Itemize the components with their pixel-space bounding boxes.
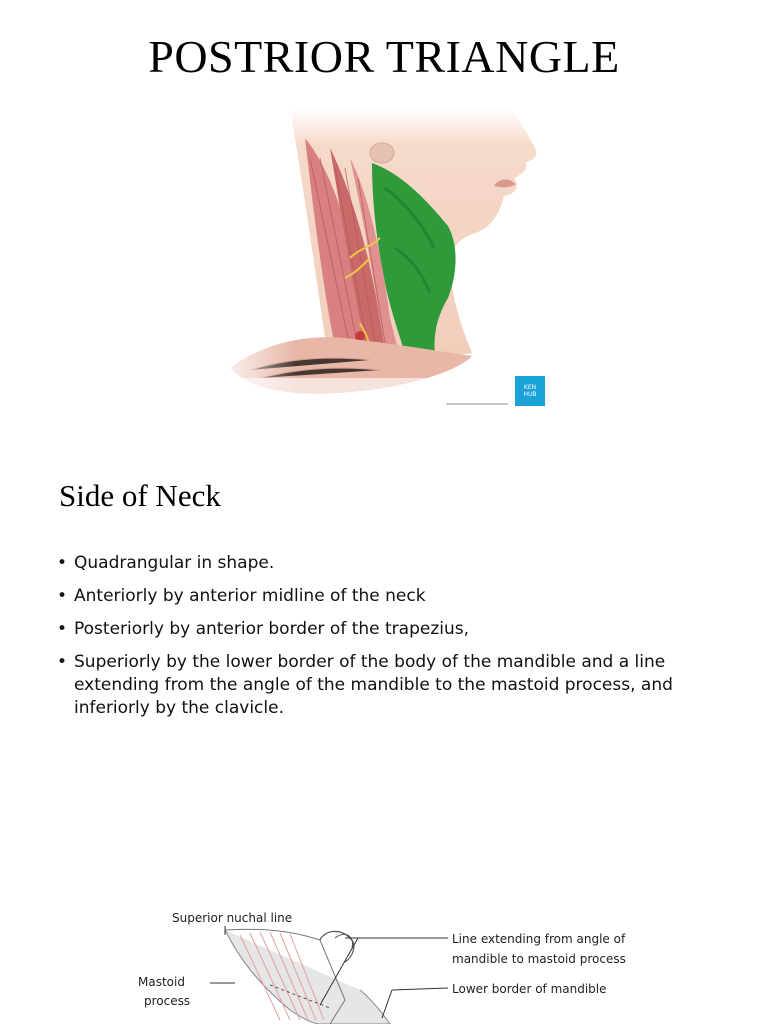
bullet-text: Quadrangular in shape. (74, 553, 275, 573)
bullet-item (56, 618, 726, 641)
label-angle-line2: mandible to mastoid process (452, 952, 626, 966)
bullet-dot: • (57, 553, 68, 573)
slide-title: POSTRIOR TRIANGLE (148, 31, 620, 82)
bullet-text: Posteriorly by anterior border of the trapezius, (74, 619, 470, 639)
label-mastoid-line2: process (144, 994, 191, 1008)
label-lower-border: Lower border of mandible (452, 982, 607, 996)
neck-boundaries-diagram (130, 900, 650, 1024)
bullet-text: Anteriorly by anterior midline of the neck (74, 586, 426, 606)
label-superior-nuchal-line: Superior nuchal line (172, 911, 293, 925)
bullet-text: Superiorly by the lower border of the body of the mandible and a line extending from the angle of the mandible to the mastoid process, and inferiorly by the clavicle. (74, 652, 673, 718)
section-heading: Side of Neck (59, 478, 221, 513)
bullet-item (56, 585, 726, 608)
bullet-dot: • (57, 619, 68, 639)
bullet-item (56, 651, 726, 720)
bullet-dot: • (57, 652, 68, 672)
label-mastoid-line1: Mastoid (138, 975, 185, 989)
neck-anatomy-icon (210, 108, 555, 413)
bullet-list (56, 552, 726, 730)
neck-outline-icon (130, 900, 650, 1024)
badge-text-bottom: HUB (523, 391, 537, 398)
neck-anatomy-figure (210, 108, 555, 413)
label-angle-line1: Line extending from angle of (452, 932, 626, 946)
bullet-dot: • (57, 586, 68, 606)
badge-text-top: KEN (523, 384, 537, 391)
publisher-badge (515, 376, 545, 406)
bullet-item (56, 552, 726, 575)
